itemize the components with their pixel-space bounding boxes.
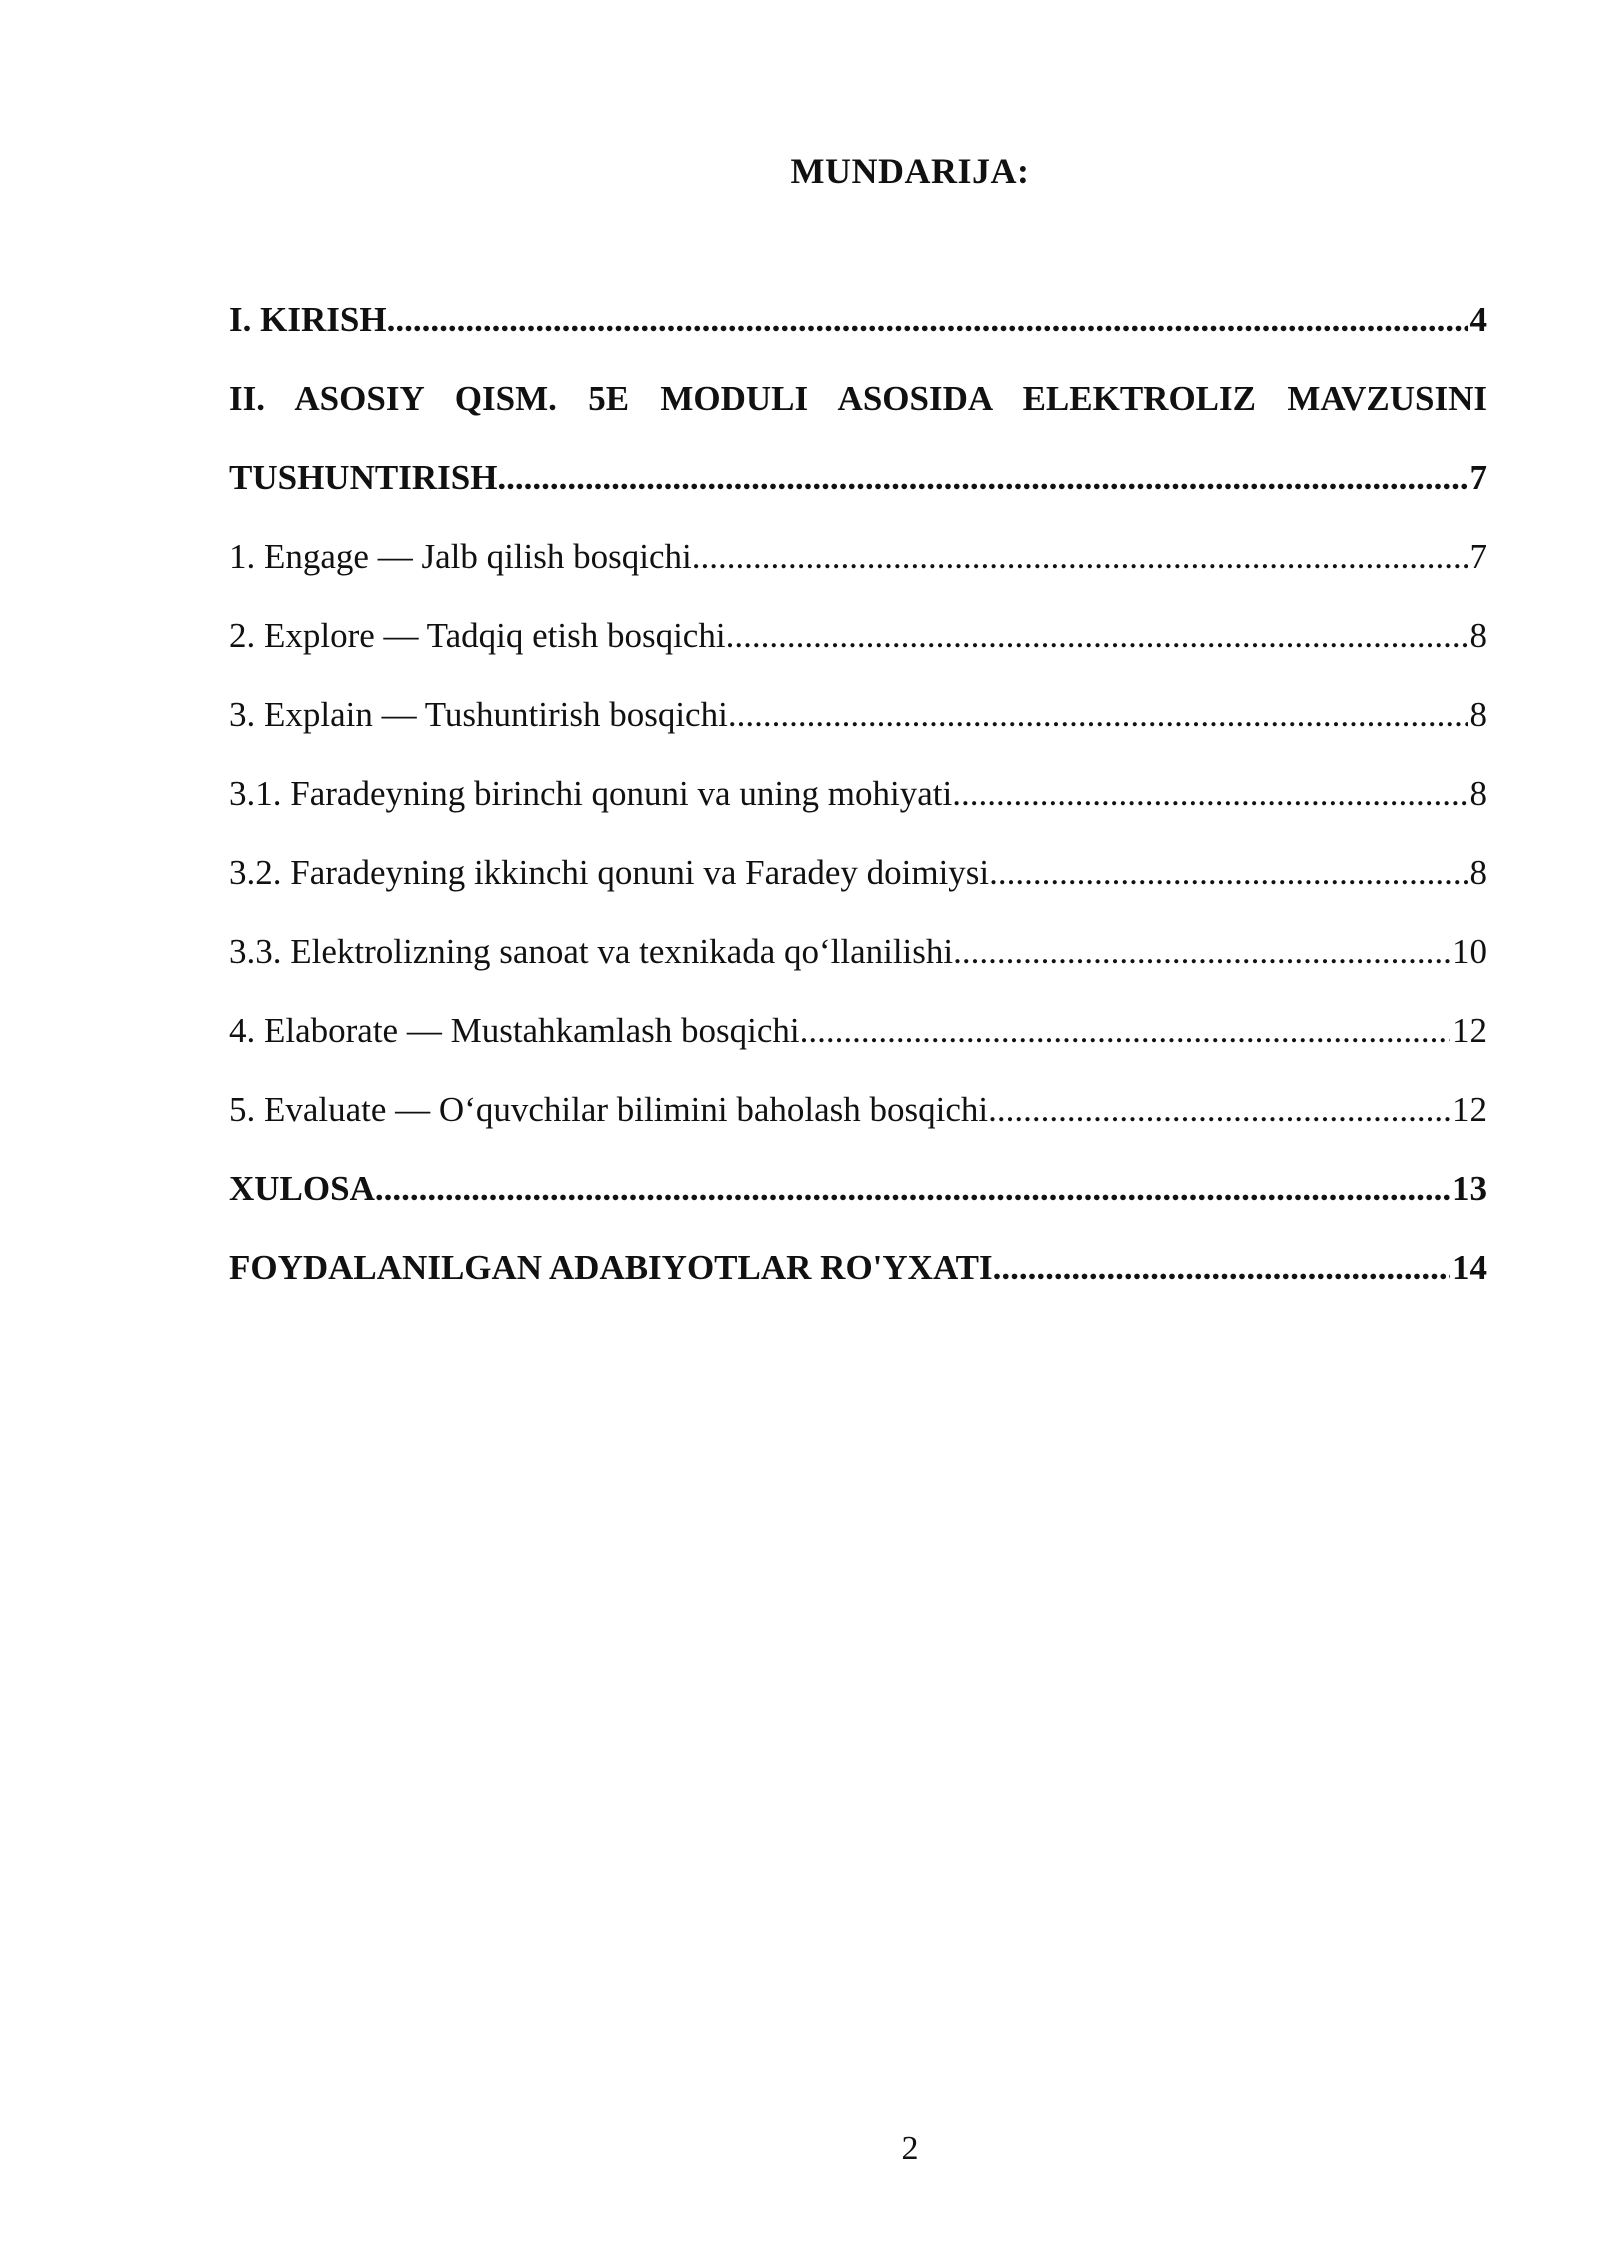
- table-of-contents: [229, 280, 1487, 1307]
- toc-entry-page: 14: [1452, 1248, 1487, 1287]
- toc-entry-faraday-first-law[interactable]: [229, 754, 1487, 833]
- dot-leader: [800, 991, 1450, 1070]
- toc-entry-explore[interactable]: [229, 596, 1487, 675]
- toc-entry-page: 4: [1469, 300, 1487, 339]
- dot-leader: [953, 912, 1450, 991]
- toc-entry-xulosa[interactable]: [229, 1149, 1487, 1228]
- toc-entry-evaluate[interactable]: [229, 1070, 1487, 1149]
- toc-entry-page: 8: [1469, 853, 1487, 892]
- toc-entry-page: 7: [1469, 537, 1487, 576]
- toc-entry-references[interactable]: [229, 1228, 1487, 1307]
- toc-entry-explain[interactable]: [229, 675, 1487, 754]
- dot-leader: [387, 280, 1468, 359]
- toc-entry-page: 7: [1469, 458, 1487, 497]
- toc-entry-label: 3.3. Elektrolizning sanoat va texnikada qo‘llanilishi: [229, 932, 954, 971]
- dot-leader: [988, 1070, 1450, 1149]
- dot-leader: [726, 596, 1468, 675]
- dot-leader: [993, 1228, 1450, 1307]
- toc-entry-label: 4. Elaborate — Mustahkamlash bosqichi: [229, 1011, 800, 1050]
- toc-entry-label: TUSHUNTIRISH: [229, 458, 498, 497]
- toc-entry-engage[interactable]: [229, 517, 1487, 596]
- dot-leader: [692, 517, 1468, 596]
- toc-entry-kirish[interactable]: [229, 280, 1487, 359]
- toc-entry-page: 12: [1452, 1090, 1487, 1129]
- toc-entry-page: 12: [1452, 1011, 1487, 1050]
- toc-entry-label: 2. Explore — Tadqiq etish bosqichi: [229, 616, 726, 655]
- toc-entry-label: 3.2. Faradeyning ikkinchi qonuni va Faradey doimiysi: [229, 853, 990, 892]
- toc-entry-page: 13: [1452, 1169, 1487, 1208]
- toc-entry-page: 8: [1469, 695, 1487, 734]
- toc-entry-page: 8: [1469, 774, 1487, 813]
- dot-leader: [375, 1149, 1450, 1228]
- toc-entry-label: 1. Engage — Jalb qilish bosqichi: [229, 537, 692, 576]
- toc-entry-label: 3. Explain — Tushuntirish bosqichi: [229, 695, 728, 734]
- dot-leader: [952, 754, 1467, 833]
- toc-entry-faraday-second-law[interactable]: [229, 833, 1487, 912]
- toc-entry-label-line1: II. ASOSIY QISM. 5E MODULI ASOSIDA ELEKTROLIZ MAVZUSINI: [229, 379, 1487, 418]
- dot-leader: [989, 833, 1467, 912]
- toc-title: MUNDARIJA:: [790, 151, 1030, 191]
- toc-entry-label: FOYDALANILGAN ADABIYOTLAR RO'YXATI: [229, 1248, 993, 1287]
- toc-entry-electrolysis-applications[interactable]: [229, 912, 1487, 991]
- toc-entry-page: 10: [1452, 932, 1487, 971]
- dot-leader: [497, 438, 1467, 517]
- dot-leader: [728, 675, 1468, 754]
- toc-entry-asosiy-qism[interactable]: [229, 359, 1487, 517]
- page-number: 2: [901, 2130, 919, 2167]
- toc-entry-page: 8: [1469, 616, 1487, 655]
- toc-entry-label: XULOSA: [229, 1169, 375, 1208]
- toc-entry-label: 5. Evaluate — O‘quvchilar bilimini baholash bosqichi: [229, 1090, 989, 1129]
- toc-entry-label: I. KIRISH: [229, 300, 387, 339]
- toc-entry-label: 3.1. Faradeyning birinchi qonuni va uning mohiyati: [229, 774, 953, 813]
- toc-entry-elaborate[interactable]: [229, 991, 1487, 1070]
